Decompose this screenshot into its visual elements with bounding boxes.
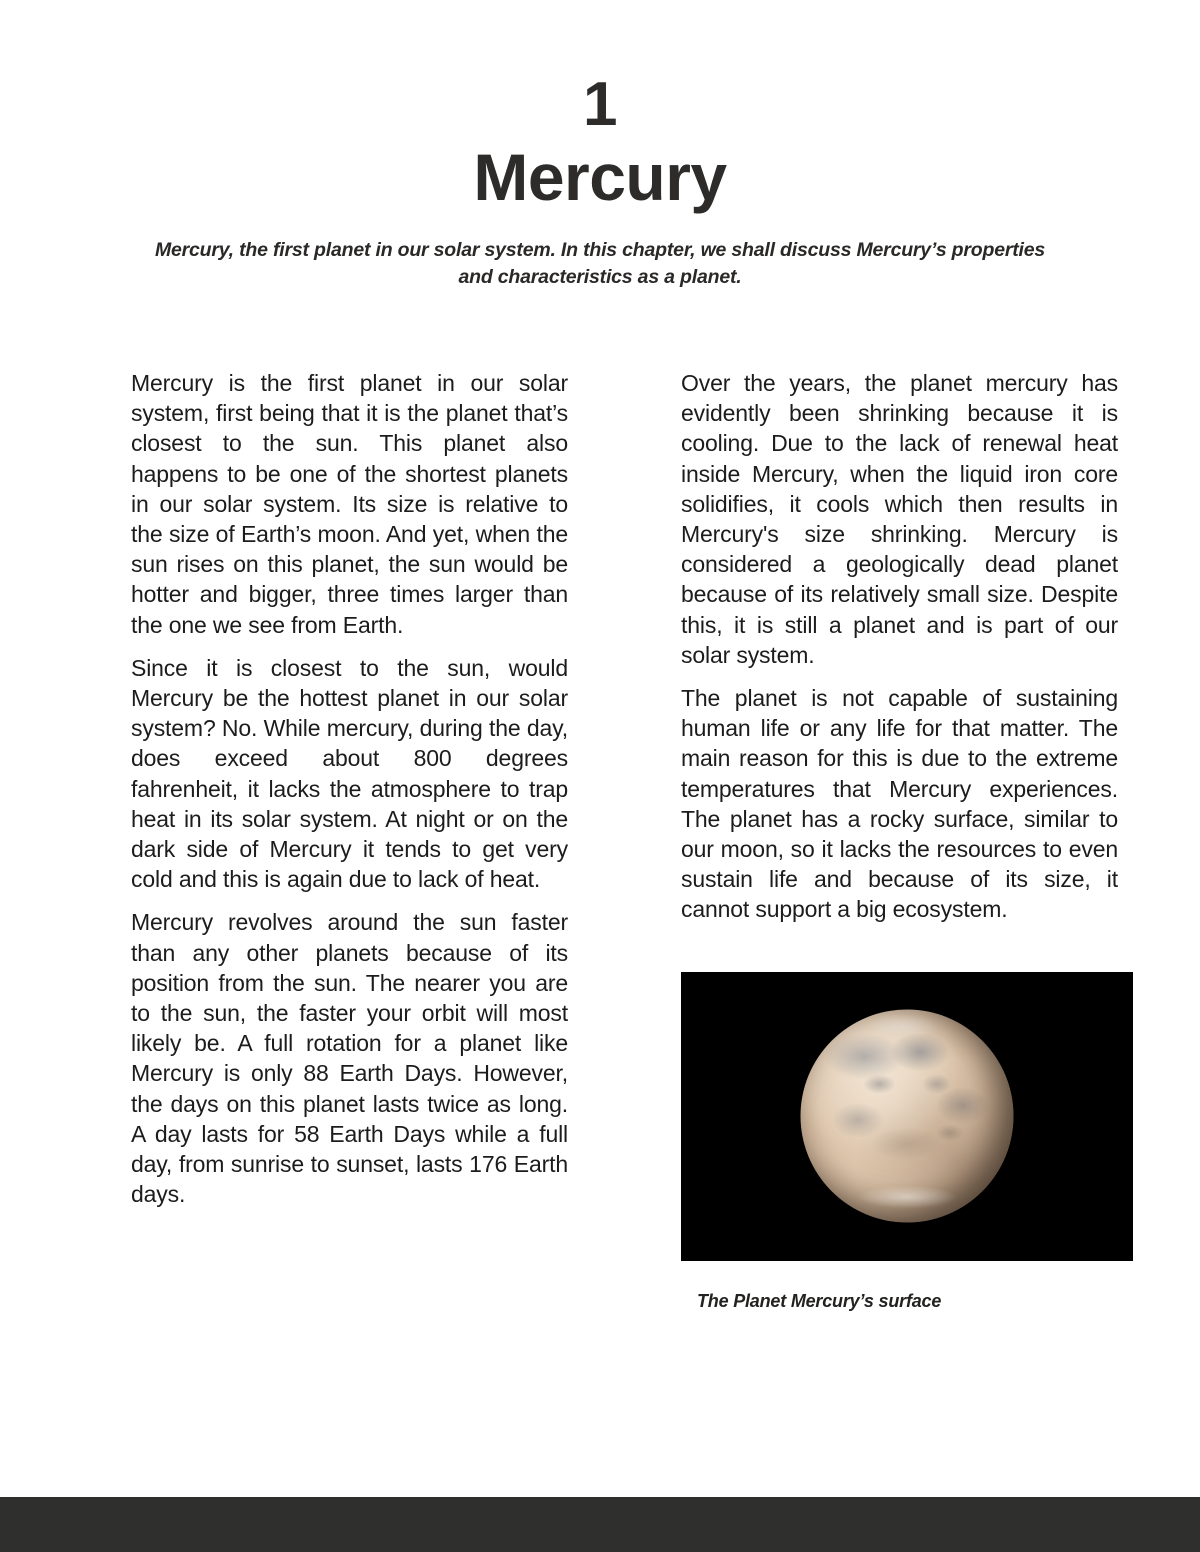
left-column [131, 368, 568, 1312]
paragraph: The planet is not capable of sustaining human life or any life for that matter. The main reason for this is due to the extreme temperatures that Mercury experiences. The planet has a rocky surface, similar to our moon, so it lacks the resources to even sustain life and because of its size, it cannot support a big ecosystem. [681, 685, 1118, 923]
footer-bar [0, 1497, 1200, 1552]
paragraph: Mercury revolves around the sun faster than any other planets because of its position from the sun. The nearer you are to the sun, the faster your orbit will most likely be. A full rotation for a planet like Mercury is only 88 Earth Days. However, the days on this planet lasts twice as long. A day lasts for 58 Earth Days while a full day, from sunrise to sunset, lasts 176 Earth days. [131, 909, 568, 1208]
chapter-number: 1 [583, 70, 617, 139]
body-columns [131, 368, 1119, 1312]
figure-block [681, 972, 1118, 1312]
right-column [681, 368, 1118, 1312]
chapter-subtitle: Mercury, the first planet in our solar system. In this chapter, we shall discuss Mercury’s properties and characteristics as a planet. [154, 239, 1046, 289]
planet-sphere-icon [801, 1010, 1014, 1223]
paragraph: Mercury is the first planet in our solar system, first being that it is the planet that’s closest to the sun. This planet also happens to be one of the shortest planets in our solar system. Its size is relative to the size of Earth’s moon. And yet, when the sun rises on this planet, the sun would be hotter and bigger, three times larger than the one we see from Earth. [131, 370, 568, 638]
page-title: Mercury [473, 140, 727, 214]
paragraph: Over the years, the planet mercury has evidently been shrinking because it is cooling. Due to the lack of renewal heat inside Mercury, when the liquid iron core solidifies, it cools which then results in Mercury's size shrinking. Mercury is considered a geologically dead planet because of its relatively small size. Despite this, it is still a planet and is part of our solar system. [681, 370, 1118, 668]
planet-mercury-photo [681, 972, 1133, 1261]
chapter-header [0, 0, 1200, 291]
figure-caption: The Planet Mercury’s surface [697, 1290, 942, 1311]
paragraph: Since it is closest to the sun, would Mercury be the hottest planet in our solar system? No. While mercury, during the day, does exceed about 800 degrees fahrenheit, it lacks the atmosphere to trap heat in its solar system. At night or on the dark side of Mercury it tends to get very cold and this is again due to lack of heat. [131, 654, 568, 893]
